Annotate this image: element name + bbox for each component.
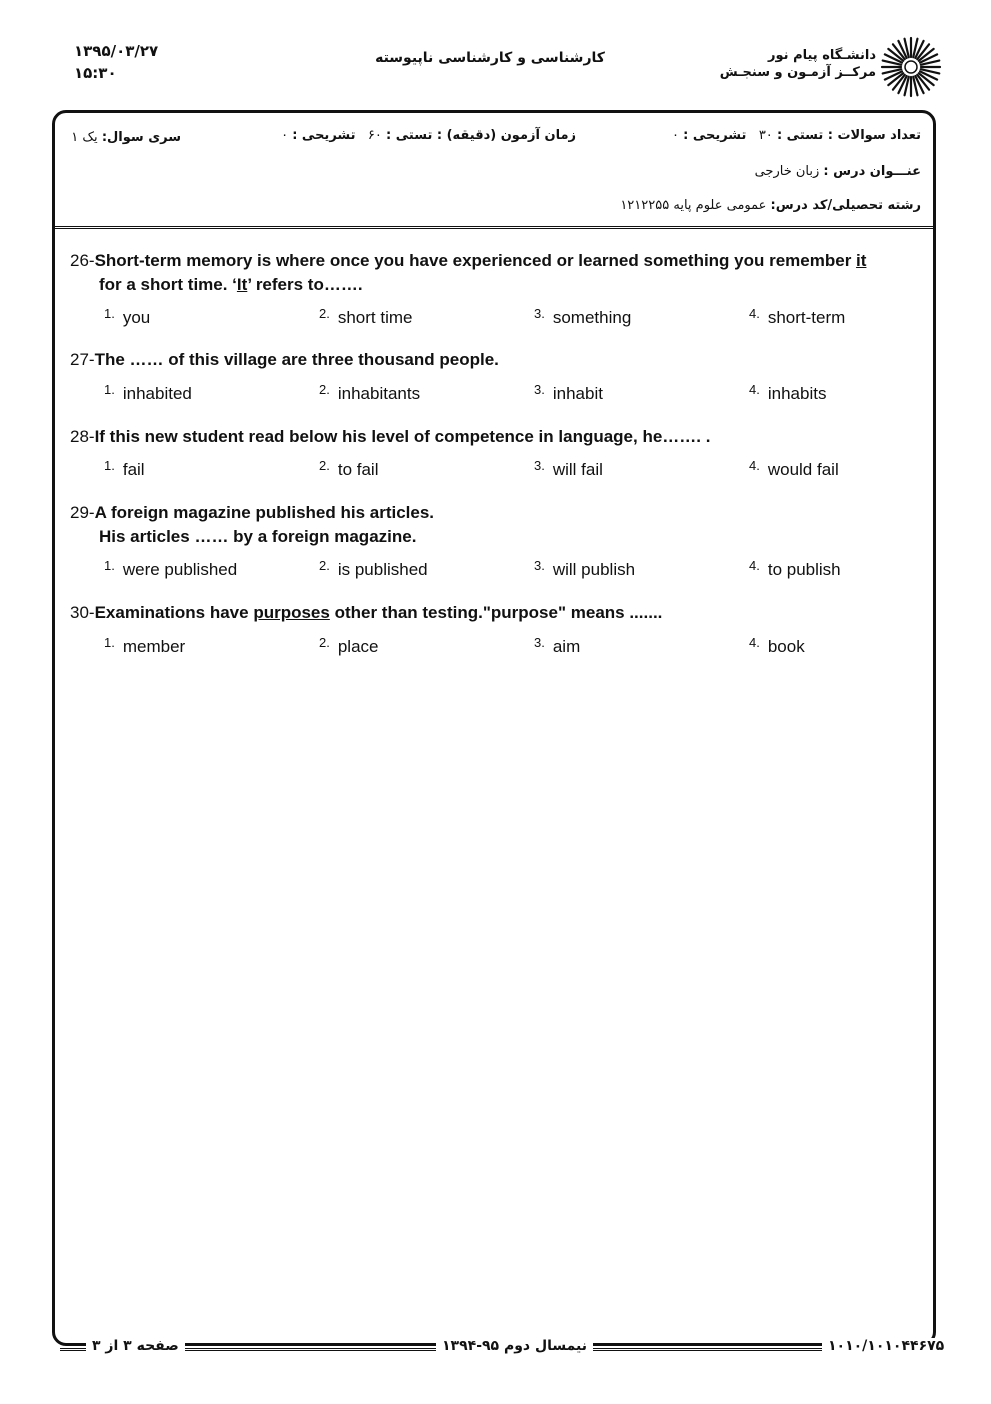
- option-number: 3.: [534, 382, 545, 397]
- question-count: [672, 128, 921, 143]
- option-text: inhabitants: [337, 384, 421, 403]
- option-30-2[interactable]: [319, 635, 378, 657]
- question-count-test: ۳۰: [758, 128, 773, 143]
- option-number: 1.: [104, 306, 115, 321]
- option-29-1[interactable]: [104, 558, 237, 580]
- exam-date: ۱۳۹۵/۰۳/۲۷: [74, 42, 159, 60]
- option-28-2[interactable]: [319, 458, 378, 480]
- option-30-4[interactable]: [749, 635, 805, 657]
- question-29: [70, 501, 920, 549]
- question-underlined-word: purposes: [253, 603, 330, 622]
- option-text: inhabits: [767, 384, 827, 403]
- semester-label: نیمسال دوم ۹۵-۱۳۹۴: [436, 1338, 593, 1354]
- option-27-4[interactable]: [749, 382, 826, 404]
- question-26: [70, 249, 920, 297]
- option-text: to publish: [767, 560, 841, 579]
- course-title: [755, 164, 921, 179]
- question-series-label: سری سوال:: [101, 130, 181, 145]
- option-number: 3.: [534, 306, 545, 321]
- option-text: member: [122, 637, 186, 656]
- question-text-line-2: His articles …… by a foreign magazine.: [99, 527, 417, 546]
- question-series-value: یک ۱: [71, 130, 98, 145]
- question-count-essay: ۰: [671, 128, 679, 143]
- option-text: fail: [122, 460, 145, 479]
- option-number: 2.: [319, 458, 330, 473]
- question-underlined-word: It: [236, 275, 248, 294]
- exam-code: ۱۰۱۰/۱۰۱۰۴۴۶۷۵: [822, 1338, 950, 1354]
- question-count-essay-label: تشریحی :: [683, 128, 747, 143]
- exam-duration-essay-label: تشریحی :: [292, 128, 356, 143]
- exam-program-title: کارشناسی و کارشناسی ناپیوسته: [375, 50, 605, 66]
- field-of-study-label: رشته تحصیلی/کد درس:: [770, 198, 921, 213]
- option-number: 2.: [319, 306, 330, 321]
- exam-duration-essay: ۰: [281, 128, 289, 143]
- question-number: 28-: [70, 427, 95, 446]
- option-number: 1.: [104, 635, 115, 650]
- question-text-part: for a short time. ‘: [99, 275, 237, 294]
- page-number: صفحه ۳ از ۳: [86, 1338, 185, 1354]
- option-number: 1.: [104, 458, 115, 473]
- exam-time: ۱۵:۳۰: [74, 64, 117, 82]
- question-text: A foreign magazine published his articles.: [94, 503, 435, 522]
- option-text: inhabit: [552, 384, 603, 403]
- header-divider: [55, 226, 933, 229]
- option-number: 4.: [749, 458, 760, 473]
- question-28: [70, 425, 920, 449]
- question-text-part: Examinations have: [94, 603, 254, 622]
- option-number: 3.: [534, 558, 545, 573]
- option-number: 1.: [104, 382, 115, 397]
- question-27: [70, 348, 920, 372]
- option-number: 4.: [749, 382, 760, 397]
- question-count-label: تعداد سوالات : تستی :: [776, 128, 921, 143]
- option-text: to fail: [337, 460, 379, 479]
- university-logo-icon: [880, 36, 942, 98]
- exam-date-time: [74, 40, 158, 84]
- question-series: [71, 130, 181, 145]
- option-text: will fail: [552, 460, 603, 479]
- option-text: short time: [337, 308, 413, 327]
- option-29-4[interactable]: [749, 558, 841, 580]
- question-text: The …… of this village are three thousand people.: [94, 350, 499, 369]
- option-text: would fail: [767, 460, 839, 479]
- option-26-3[interactable]: [534, 306, 631, 328]
- option-text: inhabited: [122, 384, 192, 403]
- question-text: If this new student read below his level of competence in language, he……. .: [94, 427, 711, 446]
- option-text: short-term: [767, 308, 846, 327]
- option-28-4[interactable]: [749, 458, 839, 480]
- question-number: 26-: [70, 251, 95, 270]
- option-27-3[interactable]: [534, 382, 603, 404]
- option-number: 4.: [749, 635, 760, 650]
- option-26-2[interactable]: [319, 306, 412, 328]
- option-28-3[interactable]: [534, 458, 603, 480]
- university-center: مرکــز آزمـون و سنجـش: [719, 65, 876, 80]
- question-text-part: other than testing."purpose" means .......: [329, 603, 663, 622]
- exam-duration-test: ۶۰: [367, 128, 382, 143]
- option-26-4[interactable]: [749, 306, 845, 328]
- field-of-study: [620, 198, 921, 213]
- option-text: aim: [552, 637, 581, 656]
- option-text: something: [552, 308, 632, 327]
- question-text-line-2: [70, 273, 920, 297]
- option-text: place: [337, 637, 379, 656]
- exam-duration-label: زمان آزمون (دقیقه) : تستی :: [386, 128, 576, 143]
- field-of-study-value: عمومی علوم پایه ۱۲۱۲۲۵۵: [620, 198, 767, 213]
- option-30-3[interactable]: [534, 635, 580, 657]
- option-number: 3.: [534, 635, 545, 650]
- option-27-2[interactable]: [319, 382, 420, 404]
- question-underlined-word: it: [856, 251, 867, 270]
- university-name: دانشـگاه پیام نور: [768, 48, 876, 63]
- option-number: 2.: [319, 635, 330, 650]
- option-26-1[interactable]: [104, 306, 150, 328]
- option-27-1[interactable]: [104, 382, 192, 404]
- option-30-1[interactable]: [104, 635, 185, 657]
- question-number: 29-: [70, 503, 95, 522]
- question-number: 27-: [70, 350, 95, 369]
- option-number: 4.: [749, 558, 760, 573]
- option-text: is published: [337, 560, 428, 579]
- option-number: 4.: [749, 306, 760, 321]
- question-30: [70, 601, 920, 625]
- question-number: 30-: [70, 603, 95, 622]
- option-number: 1.: [104, 558, 115, 573]
- university-name-block: [700, 47, 876, 81]
- option-text: you: [122, 308, 151, 327]
- question-text-part: Short-term memory is where once you have experienced or learned something you remember: [94, 251, 857, 270]
- option-text: were published: [122, 560, 238, 579]
- option-number: 3.: [534, 458, 545, 473]
- question-text: [95, 251, 867, 270]
- option-28-1[interactable]: [104, 458, 145, 480]
- option-number: 2.: [319, 382, 330, 397]
- course-title-value: زبان خارجی: [754, 164, 820, 179]
- question-text-part: ’ refers to…….: [247, 275, 363, 294]
- course-title-label: عنـــوان درس :: [823, 164, 921, 179]
- option-text: book: [767, 637, 805, 656]
- exam-duration: [281, 128, 576, 143]
- option-29-3[interactable]: [534, 558, 635, 580]
- option-29-2[interactable]: [319, 558, 428, 580]
- question-text: [95, 603, 663, 622]
- option-text: will publish: [552, 560, 636, 579]
- option-number: 2.: [319, 558, 330, 573]
